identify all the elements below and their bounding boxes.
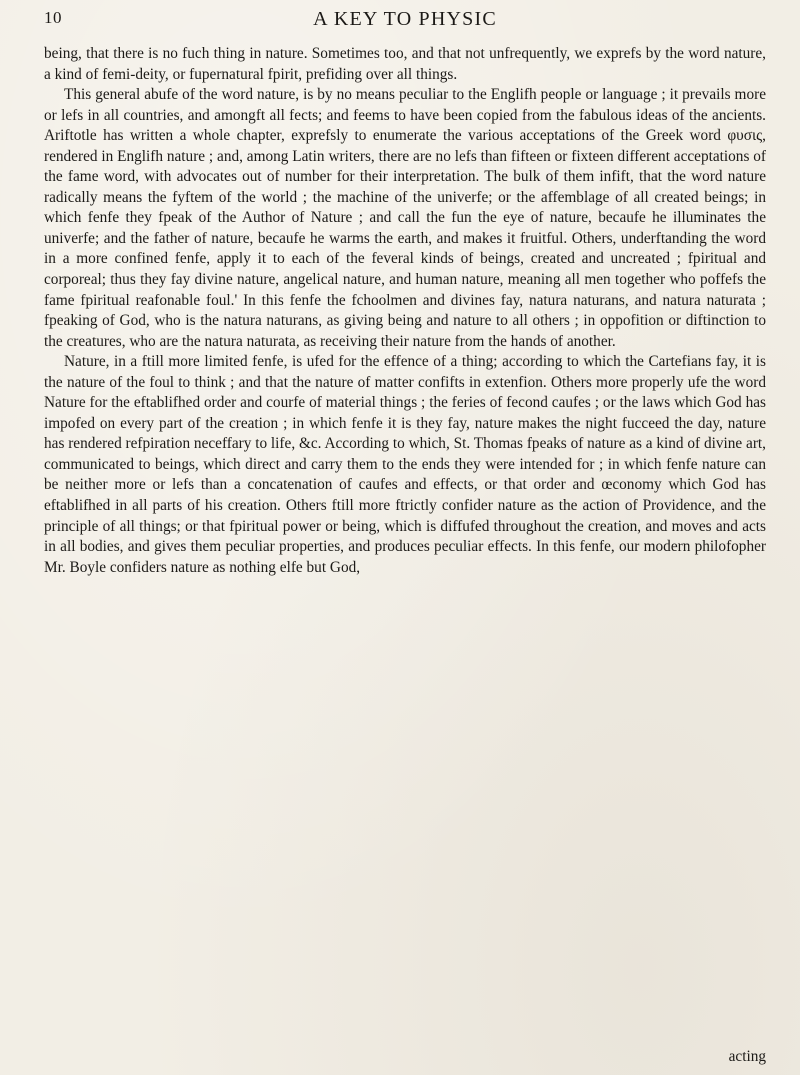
paragraph-2: This general abufe of the word nature, is by no means peculiar to the Englifh people or language ; it prevails more or lefs in all countries, and amongft all fects; and feems to have been copied from the fabulous ideas of the ancients. Ariftotle has written a whole chapter, exprefsly to enumerate the various acceptations of the Greek word φυσις, rendered in Englifh nature ; and, among Latin writers, there are no lefs than fifteen or fixteen different acceptations of the fame word, with advocates out of number for their interpretation. The bulk of them infift, that the word nature radically means the fyftem of the world ; the machine of the univerfe; or the affemblage of all created beings; in which fenfe they fpeak of the Author of Nature ; and call the fun the eye of nature, becaufe he illuminates the univerfe; and the father of nature, becaufe he warms the earth, and makes it fruitful. Others, underftanding the word in a more confined fenfe, apply it to each of the feveral kinds of beings, created and uncreated ; fpiritual and corporeal; thus they fay divine nature, angelical nature, and human nature, meaning all men together who poffefs the fame fpiritual reafonable foul.' In this fenfe the fchoolmen and divines fay, natura naturans, and natura naturata ; fpeaking of God, who is the natura naturans, as giving being and nature to all others ; in oppofition or diftinction to the creatures, who are the natura naturata, as receiving their nature from the hands of another. bbox=[44, 86, 766, 350]
paragraph-3: Nature, in a ftill more limited fenfe, is ufed for the effence of a thing; according to which the Cartefians fay, it is the nature of the foul to think ; and that the nature of matter confifts in extenfion. Others more properly ufe the word Nature for the eftablifhed order and courfe of material things ; the feries of fecond caufes ; or the laws which God has impofed on every part of the creation ; in which fenfe it is they fay, nature makes the night fucceed the day, nature has rendered refpiration neceffary to life, &c. According to which, St. Thomas fpeaks of nature as a kind of divine art, communicated to beings, which direct and carry them to the ends they were intended for ; in which fenfe nature can be neither more or lefs than a concatenation of caufes and effects, or that order and œconomy which God has eftablifhed in all parts of his creation. Others ftill more ftrictly confider nature as the action of Providence, and the principle of all things; or that fpiritual power or being, which is diffufed throughout the creation, and moves and acts in all bodies, and gives them peculiar properties, and produces peculiar effects. In this fenfe, our modern philofopher Mr. Boyle confiders nature as nothing elfe but God, bbox=[44, 353, 766, 576]
body-text bbox=[44, 44, 766, 578]
page-number: 10 bbox=[44, 8, 62, 27]
running-head: A KEY TO PHYSIC bbox=[313, 8, 497, 30]
catchword: acting bbox=[728, 1048, 766, 1065]
paragraph-1: being, that there is no fuch thing in nature. Sometimes too, and that not unfrequently, we exprefs by the word nature, a kind of femi-deity, or fupernatural fpirit, prefiding over all things. bbox=[44, 45, 766, 83]
page-header bbox=[44, 8, 766, 34]
